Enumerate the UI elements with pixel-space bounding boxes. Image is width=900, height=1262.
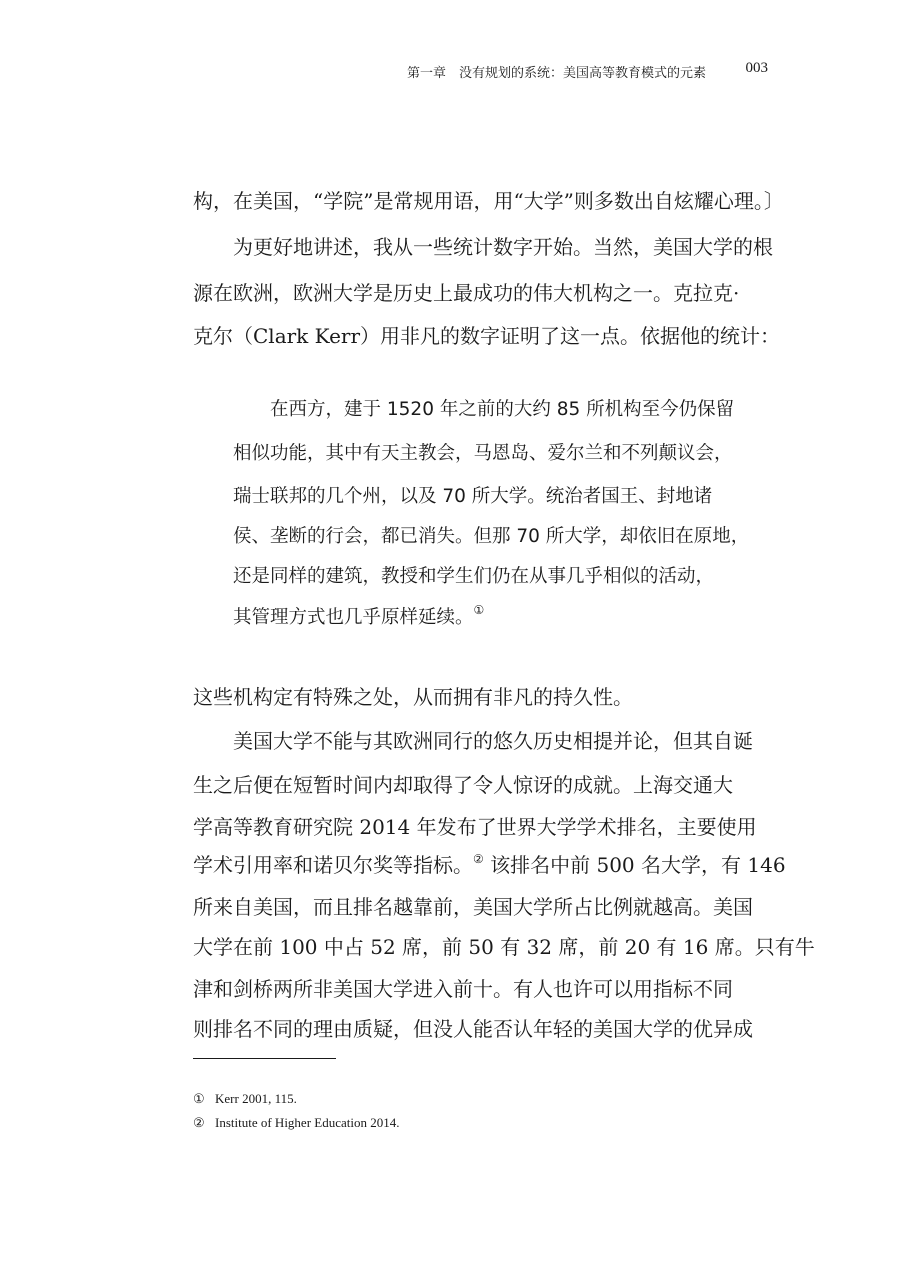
text-line: [193, 852, 786, 877]
quote-text: 其管理方式也几乎原样延续。: [233, 607, 474, 628]
text-line: 则排名不同的理由质疑，但没人能否认年轻的美国大学的优异成: [193, 1017, 753, 1041]
quote-line: [233, 603, 485, 628]
page-number: 003: [745, 60, 768, 76]
text-line: 克尔（Clark Kerr）用非凡的数字证明了这一点。依据他的统计：: [193, 324, 781, 348]
footnote-marker: ②: [193, 1115, 205, 1130]
text-segment: 该排名中前 500 名大学，有 146: [483, 853, 786, 877]
text-line: 为更好地讲述，我从一些统计数字开始。当然，美国大学的根: [233, 235, 773, 259]
text-line: 构，在美国，“学院”是常规用语，用“大学”则多数出自炫耀心理。〕: [193, 189, 784, 213]
quote-line: 瑞士联邦的几个州，以及 70 所大学。统治者国王、封地诸: [233, 486, 713, 507]
running-head: [193, 60, 768, 84]
quote-line: 相似功能，其中有天主教会，马恩岛、爱尔兰和不列颠议会，: [233, 443, 733, 464]
text-line: 大学在前 100 中占 52 席，前 50 有 32 席，前 20 有 16 席。只有牛: [193, 935, 815, 959]
quote-line: 在西方，建于 1520 年之前的大约 85 所机构至今仍保留: [270, 399, 735, 420]
text-line: 这些机构定有特殊之处，从而拥有非凡的持久性。: [193, 685, 633, 709]
footnote-1: [193, 1091, 297, 1107]
footnote-reference-1: ①: [473, 603, 485, 617]
quote-line: 还是同样的建筑，教授和学生们仍在从事几乎相似的活动，: [233, 566, 715, 587]
footnote-2: [193, 1115, 400, 1131]
footnote-divider: [193, 1058, 336, 1059]
footnote-text: Kerr 2001, 115.: [215, 1091, 297, 1106]
text-line: 源在欧洲，欧洲大学是历史上最成功的伟大机构之一。克拉克·: [193, 281, 740, 305]
quote-line: 侯、垄断的行会，都已消失。但那 70 所大学，却依旧在原地，: [233, 526, 750, 547]
text-line: 所来自美国，而且排名越靠前，美国大学所占比例就越高。美国: [193, 895, 753, 919]
footnote-text: Institute of Higher Education 2014.: [215, 1115, 400, 1130]
text-line: 美国大学不能与其欧洲同行的悠久历史相提并论，但其自诞: [233, 729, 753, 753]
footnote-reference-2: ②: [473, 852, 484, 866]
text-segment: 学术引用率和诺贝尔奖等指标。: [193, 853, 473, 877]
footnote-marker: ①: [193, 1091, 205, 1106]
chapter-title: 第一章 没有规划的系统：美国高等教育模式的元素: [406, 66, 706, 81]
text-line: 生之后便在短暂时间内却取得了令人惊讶的成就。上海交通大: [193, 773, 733, 797]
text-line: 津和剑桥两所非美国大学进入前十。有人也许可以用指标不同: [193, 977, 733, 1001]
text-line: 学高等教育研究院 2014 年发布了世界大学学术排名，主要使用: [193, 815, 757, 839]
